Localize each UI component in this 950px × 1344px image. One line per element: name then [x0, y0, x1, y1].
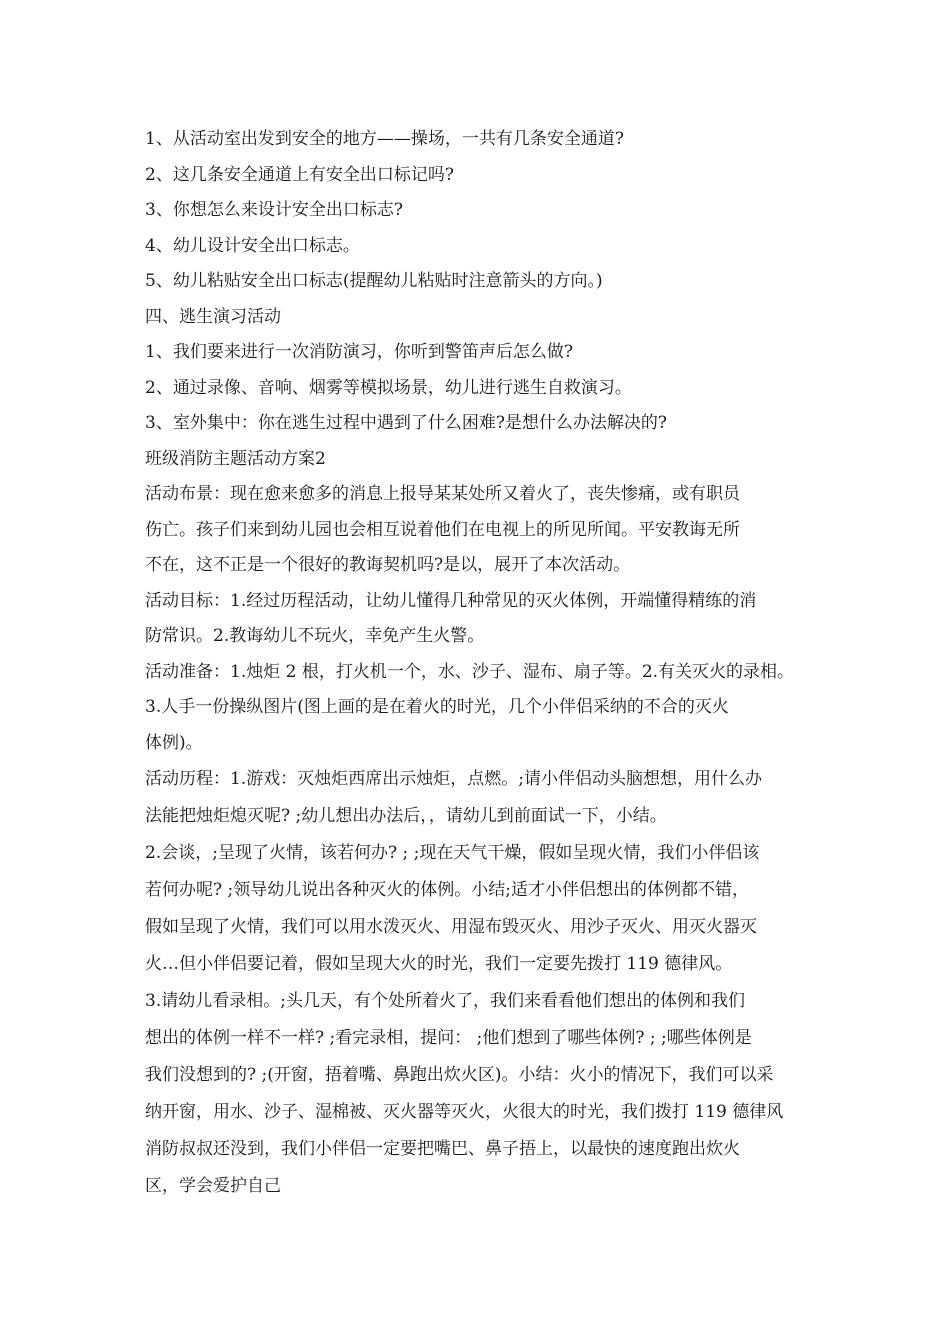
text-line: 活动历程：1.游戏：灭烛炬西席出示烛炬，点燃。;请小伴侣动头脑想想，用什么办	[145, 769, 762, 789]
text-line: 3.人手一份操纵图片(图上画的是在着火的时光，几个小伴侣采纳的不合的灭火	[145, 697, 729, 717]
text-line: 活动准备：1.烛炬 2 根，打火机一个，水、沙子、湿布、扇子等。2.有关灭火的录相。	[145, 661, 795, 682]
plan-title: 班级消防主题活动方案2	[145, 448, 326, 469]
text-line: 若何办呢? ;领导幼儿说出各种灭火的体例。小结;适才小伴侣想出的体例都不错，	[145, 880, 749, 900]
text-line: 2、这几条安全通道上有安全出口标记吗?	[145, 164, 454, 185]
text-line: 想出的体例一样不一样? ;看完录相，提问： ;他们想到了哪些体例? ; ;哪些体例是	[145, 1028, 752, 1048]
text-line: 4、幼儿设计安全出口标志。	[145, 235, 360, 256]
section-heading: 四、逃生演习活动	[145, 306, 281, 327]
text-line: 伤亡。孩子们来到幼儿园也会相互说着他们在电视上的所见所闻。平安教诲无所	[145, 519, 740, 540]
text-line: 法能把烛炬熄灭呢? ;幼儿想出办法后，，请幼儿到前面试一下，小结。	[145, 806, 667, 826]
text-line: 1、从活动室出发到安全的地方——操场，一共有几条安全通道?	[145, 129, 624, 149]
text-line: 体例)。	[145, 732, 203, 753]
text-line: 纳开窗，用水、沙子、湿棉被、灭火器等灭火，火很大的时光，我们拨打 119 德律风	[145, 1102, 784, 1122]
text-line: 活动布景：现在愈来愈多的消息上报导某某处所又着火了，丧失惨痛，或有职员	[145, 484, 740, 504]
text-line: 防常识。2.教诲幼儿不玩火，幸免产生火警。	[145, 626, 485, 646]
document-body	[145, 122, 825, 1205]
text-line: 2.会谈，;呈现了火情，该若何办? ; ;现在天气干燥，假如呈现火情，我们小伴侣该	[145, 843, 760, 863]
text-line: 假如呈现了火情，我们可以用水泼灭火、用湿布毁灭火、用沙子灭火、用灭火器灭	[145, 917, 757, 937]
text-line: 区，学会爱护自己	[145, 1176, 281, 1196]
text-line: 消防叔叔还没到，我们小伴侣一定要把嘴巴、鼻子捂上，以最快的速度跑出炊火	[145, 1139, 740, 1159]
text-line: 我们没想到的? ;(开窗，捂着嘴、鼻跑出炊火区)。小结：火小的情况下，我们可以采	[145, 1065, 774, 1085]
text-line: 3、你想怎么来设计安全出口标志?	[145, 200, 403, 220]
text-line: 2、通过录像、音响、烟雾等模拟场景，幼儿进行逃生自救演习。	[145, 377, 632, 398]
text-line: 活动目标：1.经过历程活动，让幼儿懂得几种常见的灭火体例，开端懂得精练的消	[145, 590, 757, 611]
text-line: 5、幼儿粘贴安全出口标志(提醒幼儿粘贴时注意箭头的方向。)	[145, 271, 603, 291]
activity-process-section	[145, 761, 825, 1205]
text-line: 1、我们要来进行一次消防演习，你听到警笛声后怎么做?	[145, 342, 573, 362]
text-line: 3.请幼儿看录相。;头几天，有个处所着火了，我们来看看他们想出的体例和我们	[145, 991, 745, 1011]
text-line: 火…但小伴侣要记着，假如呈现大火的时光，我们一定要先拨打 119 德律风。	[145, 954, 733, 974]
text-line: 不在，这不正是一个很好的教诲契机吗?是以，展开了本次活动。	[145, 555, 631, 575]
text-line: 3、室外集中：你在逃生过程中遇到了什么困难?是想什么办法解决的?	[145, 413, 668, 433]
